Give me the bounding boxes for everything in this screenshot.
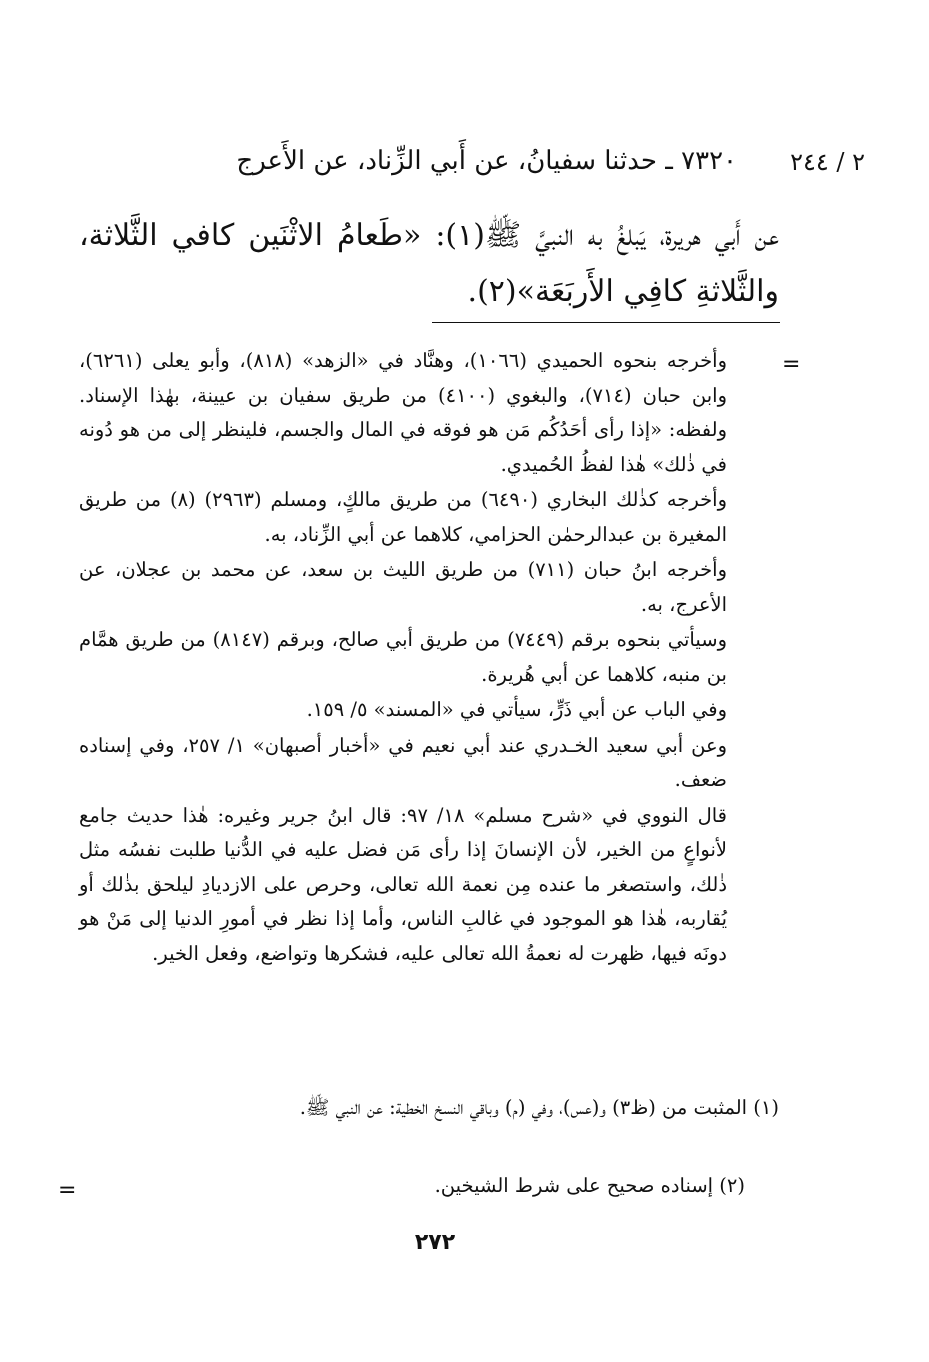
footnote-1: (١) المثبت من (ظ٣) و(عس)، وفي (م) وباقي النسخ الخطية: عن النبي ﷺ. (299, 1096, 779, 1119)
note-paragraph: وأخرجه بنحوه الحميدي (١٠٦٦)، وهنَّاد في «الزهد» (٨١٨)، وأبو يعلى (٦٢٦١)، وابن حبان (٧١٤)، والبغوي (٤١٠٠) من طريق سفيان بن عيينة، بهٰذا الإسناد. ولفظه: «إذا رأى أحَدُكُم مَن هو فوقه في المال والجسم، فلينظر إلى من هو دُونه في ذٰلك» هٰذا لفظُ الحُميدي. (79, 349, 728, 476)
commentary (79, 344, 779, 972)
note-paragraph: وعن أبي سعيد الخـدري عند أبي نعيم في «أخبار أصبهان» ١/ ٢٥٧، وفي إسناده ضعف. (79, 733, 728, 791)
continuation-marker-bottom: = (58, 1178, 77, 1203)
page-number: ٢٧٢ (414, 1230, 456, 1255)
continuation-marker-top: = (782, 352, 801, 377)
note-paragraph: وفي الباب عن أبي ذَرٍّ، سيأتي في «المسند» ٥/ ١٥٩. (306, 698, 727, 721)
note-paragraph: وأخرجه كذٰلك البخاري (٦٤٩٠) من طريق مالكٍ، ومسلم (٢٩٦٣) (٨) من طريق المغيرة بن عبدالرحمٰن الحزامي، كلاهما عن أبي الزِّناد، به. (79, 488, 727, 546)
note-paragraph: وأخرجه ابنُ حبان (٧١١) من طريق الليث بن سعد، عن محمد بن عجلان، عن الأعرج، به. (79, 558, 727, 616)
hadith-first-line: ٧٣٢٠ ـ حدثنا سفيانُ، عن أَبي الزِّناد، عن الأَعرج (236, 146, 737, 176)
note-paragraph: وسيأتي بنحوه برقم (٧٤٤٩) من طريق أبي صالح، وبرقم (٨١٤٧) من طريق همَّام بن منبه، كلاهما عن أبي هُريرة. (79, 628, 727, 686)
note-paragraph: قال النووي في «شرح مسلم» ١٨/ ٩٧: قال ابنُ جرير وغيره: هٰذا حديث جامع لأنواعٍ من الخير، لأن الإنسانَ إذا رأى مَن فضل عليه في الدُّنيا طلبت نفسُه مثل ذٰلك، واستصغر ما عنده مِن نعمة الله تعالى، وحرص على الازديادِ ليلحق بذٰلك أو يُقاربه، هٰذا هو الموجود في غالبِ الناس، وأما إذا نظر في أمورِ الدنيا إلى مَنْ هو دونَه فيها، ظهرت له نعمةُ الله تعالى عليه، فشكرها وتواضع، وفعل الخير. (79, 803, 727, 965)
hadith-text: عن أَبي هريرة، يَبلغُ به النبيَّ ﷺ(١): «طَعامُ الاثْنَين كافي الثَّلاثة، والثَّلاثةِ كافِي الأَربَعَة»(٢). (79, 218, 779, 309)
volume-page-reference: ٢ / ٢٤٤ (790, 148, 865, 176)
footnote-separator (432, 322, 780, 323)
footnote-2: (٢) إسناده صحيح على شرط الشيخين. (434, 1174, 745, 1197)
